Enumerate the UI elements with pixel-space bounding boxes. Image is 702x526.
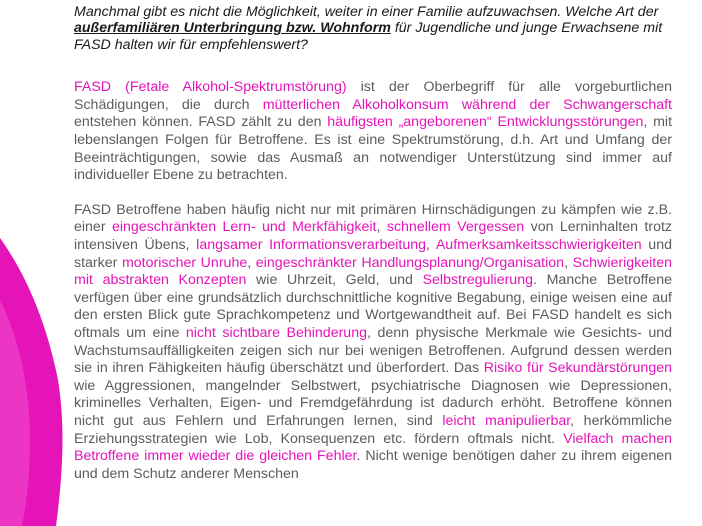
paragraph-text: . Nicht wenige benötigen daher zu ihrem eigenen und dem Schutz anderer Menschen (74, 448, 673, 482)
paragraph-text: , (247, 254, 256, 271)
paragraph-text: wie Aggressionen, mangelnder Selbstwert, psychiatrische Diagnosen wie Depressionen, kriminelles Verhalten, Eigen- und Fremdgefährdung ist dadurch erhöht. Betroffene können nicht gut aus Fehlern und Erfahrungen lernen, sind (74, 377, 672, 429)
paragraph-text: . Manche Betroffene verfügen über eine grundsätzlich durchschnittliche kognitive Begabung, einige weisen eine auf den ersten Blick gute Sprachkompetenz und Wortgewandtheit auf. Bei FASD handelt es sich oftmals um eine (74, 272, 672, 341)
highlighted-term: schnellem Vergessen (386, 219, 525, 236)
highlighted-term: Schwierigkeiten mit abstrakten Konzepten (74, 254, 672, 289)
intro-question (74, 4, 672, 53)
highlighted-term: motorischer Unruhe (121, 254, 248, 271)
paragraph-text: , (564, 254, 573, 271)
highlighted-term: häufigsten „angeborenen“ Entwicklungsstörungen (327, 114, 644, 131)
wave-shape (0, 238, 62, 526)
highlighted-term: mütterlichen Alkoholkonsum während der Schwangerschaft (262, 96, 672, 113)
paragraph-text: , mit lebenslangen Folgen für Betroffene. Es ist eine Spektrumstörung, d.h. Art und Umfang der Beeinträchtigungen, sowie das Ausmaß an notwendiger Unterstützung sind immer auf individueller Ebene zu betrachten. (74, 114, 673, 184)
highlighted-term: nicht sichtbare Behinderung (185, 324, 367, 341)
question-text-after: für Jugendliche und junge Erwachsene mit FASD halten wir für empfehlenswert? (74, 20, 663, 53)
paragraph-text: ist der Oberbegriff für alle vorgeburtlichen Schädigungen, die durch (74, 79, 672, 113)
paragraph-fasd-symptoms (74, 202, 672, 484)
highlighted-term: Risiko für Sekundärstörungen (483, 360, 672, 377)
paragraph-fasd-definition (74, 79, 672, 185)
question-emphasis: außerfamiliären Unterbringung bzw. Wohnform (74, 20, 391, 37)
highlighted-term: eingeschränkter Handlungsplanung/Organisation (255, 254, 565, 271)
paragraph-text: und starker (74, 236, 672, 271)
highlighted-term: FASD (Fetale Alkohol-Spektrumstörung) (74, 79, 347, 96)
paragraph-text: , (376, 219, 387, 236)
highlighted-term: Selbstregulierung (422, 272, 533, 289)
paragraph-text: entstehen können. FASD zählt zu den (74, 114, 328, 131)
highlighted-term: Vielfach machen Betroffene immer wieder die gleichen Fehler (74, 430, 673, 465)
question-text-before: Manchmal gibt es nicht die Möglichkeit, weiter in einer Familie aufzuwachsen. Welche Art der (74, 4, 659, 20)
highlighted-term: Aufmerksamkeitsschwierigkeiten (435, 236, 642, 253)
paragraph-text: , denn physische Merkmale wie Gesichts- und Wachstumsauffälligkeiten zeigen sich nur bei wenigen Betroffenen. Aufgrund dessen werden sie in ihren Fähigkeiten häufig überschätzt und überfordert. Das (74, 324, 672, 377)
highlighted-term: langsamer Informationsverarbeitung (196, 236, 427, 253)
highlighted-term: eingeschränkten Lern- und Merkfähigkeit (111, 219, 377, 236)
highlighted-term: leicht manipulierbar (442, 412, 571, 429)
document-page (74, 0, 672, 483)
paragraph-text: wie Uhrzeit, Geld, und (246, 272, 423, 289)
paragraph-text: von Lerninhalten trotz intensiven Übens, (74, 219, 673, 253)
wave-highlight (0, 300, 30, 526)
paragraph-text: , herkömmliche Erziehungsstrategien wie Lob, Konsequenzen etc. fördern oftmals nicht. (74, 412, 672, 447)
paragraph-text: FASD Betroffene haben häufig nicht nur mit primären Hirnschädigungen zu kämpfen wie z.B. einer (74, 201, 672, 236)
paragraph-text: , (426, 236, 436, 253)
